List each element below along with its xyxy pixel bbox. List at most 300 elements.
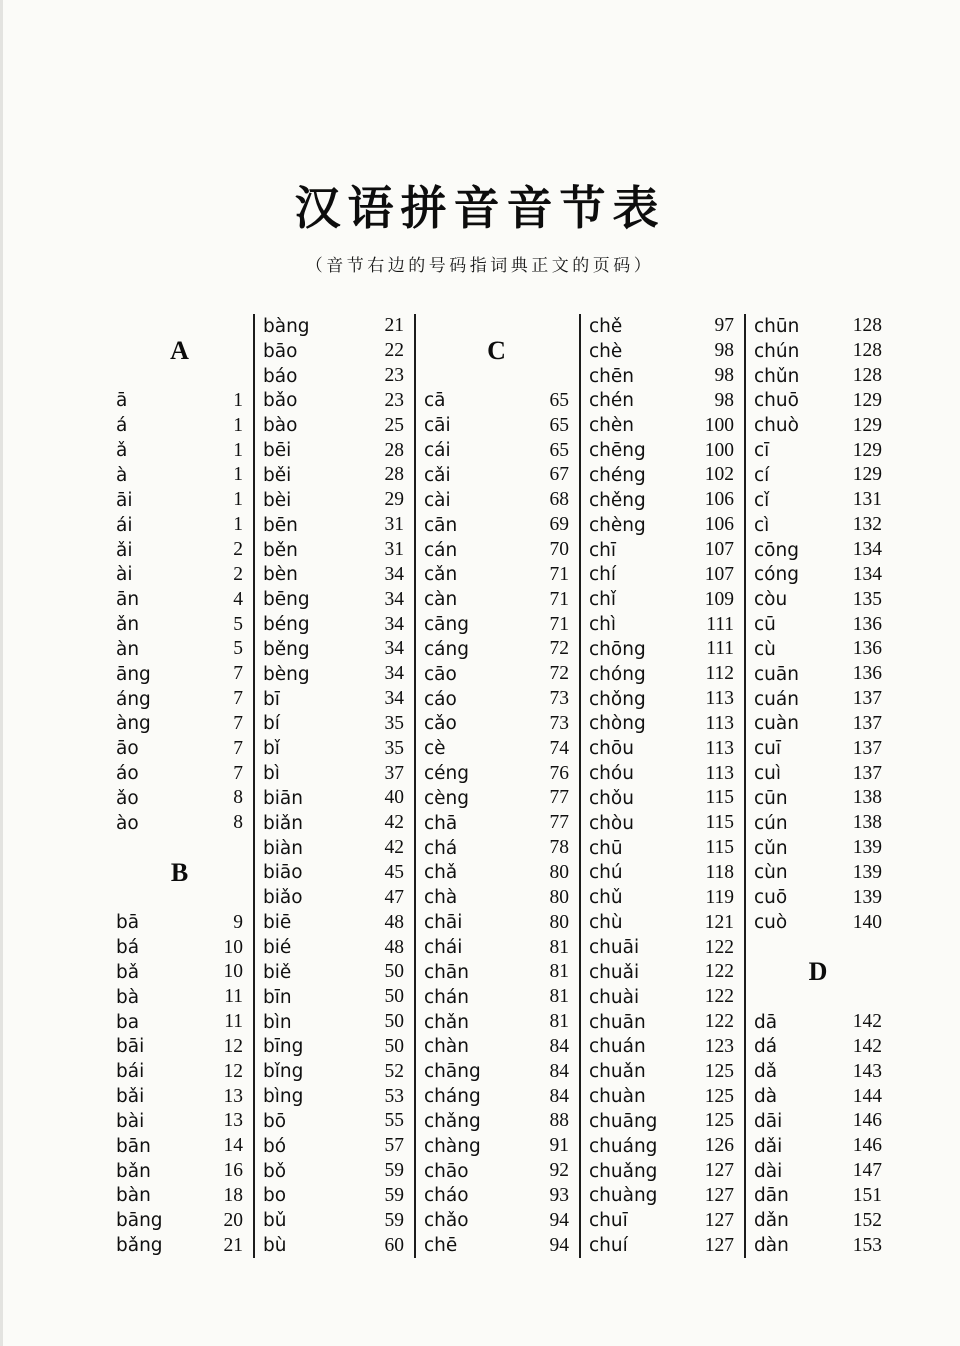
page-number: 71 xyxy=(549,588,569,610)
page-number: 52 xyxy=(384,1060,404,1082)
syllable-text: chuài xyxy=(589,986,640,1008)
syllable-text: chèng xyxy=(589,514,646,536)
page-number: 2 xyxy=(233,563,243,585)
syllable-entry xyxy=(589,687,734,712)
syllable-entry xyxy=(754,1233,882,1258)
syllable-entry xyxy=(754,1034,882,1059)
table-column xyxy=(108,314,255,1258)
syllable-entry xyxy=(589,438,734,463)
syllable-entry xyxy=(263,314,404,339)
page-number: 142 xyxy=(852,1011,882,1033)
syllable-text: bǐ xyxy=(263,738,280,760)
syllable-text: běi xyxy=(263,464,292,486)
page-number: 76 xyxy=(549,762,569,784)
blank-row xyxy=(116,836,243,861)
syllable-entry xyxy=(263,1159,404,1184)
syllable-entry xyxy=(754,587,882,612)
syllable-text: ài xyxy=(116,564,133,586)
page-number: 65 xyxy=(549,414,569,436)
page-number: 8 xyxy=(233,812,243,834)
syllable-entry xyxy=(754,488,882,513)
syllable-entry xyxy=(116,1159,243,1184)
syllable-text: dàn xyxy=(754,1235,789,1257)
page-number: 34 xyxy=(384,563,404,585)
syllable-entry xyxy=(263,687,404,712)
page-number: 153 xyxy=(852,1234,882,1256)
syllable-text: bo xyxy=(263,1185,287,1207)
page-number: 59 xyxy=(384,1160,404,1182)
page-number: 127 xyxy=(704,1160,734,1182)
syllable-entry xyxy=(754,1208,882,1233)
syllable-entry xyxy=(754,463,882,488)
syllable-text: chéng xyxy=(589,464,646,486)
syllable-text: cǎn xyxy=(424,564,458,586)
syllable-entry xyxy=(424,811,569,836)
syllable-entry xyxy=(589,1010,734,1035)
syllable-text: chǎn xyxy=(424,1011,469,1033)
section-header: C xyxy=(487,336,506,366)
page-number: 50 xyxy=(384,961,404,983)
syllable-entry xyxy=(424,562,569,587)
syllable-text: bī xyxy=(263,688,280,710)
syllable-entry xyxy=(424,463,569,488)
syllable-text: bǎn xyxy=(116,1160,151,1182)
syllable-entry xyxy=(263,712,404,737)
syllable-entry xyxy=(424,1084,569,1109)
syllable-entry xyxy=(589,662,734,687)
page-number: 55 xyxy=(384,1110,404,1132)
syllable-text: cuàn xyxy=(754,713,799,735)
syllable-text: cāng xyxy=(424,614,469,636)
page-number: 122 xyxy=(704,1011,734,1033)
page-number: 140 xyxy=(852,911,882,933)
syllable-entry xyxy=(754,538,882,563)
syllable-text: bìng xyxy=(263,1086,304,1108)
syllable-text: ǎn xyxy=(116,614,140,636)
syllable-entry xyxy=(263,438,404,463)
syllable-entry xyxy=(116,438,243,463)
page-number: 137 xyxy=(852,712,882,734)
syllable-text: chù xyxy=(589,912,623,934)
page-number: 121 xyxy=(704,911,734,933)
syllable-entry xyxy=(754,836,882,861)
syllable-entry xyxy=(263,339,404,364)
syllable-text: bié xyxy=(263,937,292,959)
syllable-text: chòu xyxy=(589,812,634,834)
section-header: B xyxy=(170,857,189,887)
page-number: 111 xyxy=(706,613,734,635)
page-number: 42 xyxy=(384,812,404,834)
syllable-entry xyxy=(424,413,569,438)
syllable-text: chān xyxy=(424,961,469,983)
syllable-text: cùn xyxy=(754,862,788,884)
page-number: 14 xyxy=(223,1135,243,1157)
syllable-entry xyxy=(263,562,404,587)
syllable-entry xyxy=(589,488,734,513)
syllable-text: biē xyxy=(263,912,292,934)
syllable-entry xyxy=(116,1059,243,1084)
syllable-text: chǔn xyxy=(754,365,800,387)
syllable-text: biě xyxy=(263,961,292,983)
syllable-entry xyxy=(589,761,734,786)
syllable-entry xyxy=(754,562,882,587)
page-number: 10 xyxy=(223,961,243,983)
page-number: 65 xyxy=(549,439,569,461)
syllable-text: bà xyxy=(116,986,140,1008)
syllable-entry xyxy=(116,985,243,1010)
page-number: 65 xyxy=(549,389,569,411)
syllable-entry xyxy=(116,960,243,985)
syllable-entry xyxy=(754,1184,882,1209)
syllable-entry xyxy=(589,885,734,910)
syllable-entry xyxy=(589,389,734,414)
page-number: 129 xyxy=(852,414,882,436)
syllable-text: cuì xyxy=(754,763,782,785)
syllable-text: chǐ xyxy=(589,589,617,611)
page-number: 68 xyxy=(549,489,569,511)
syllable-entry xyxy=(754,1134,882,1159)
syllable-text: bèng xyxy=(263,663,310,685)
blank-row xyxy=(116,314,243,339)
syllable-entry xyxy=(754,1084,882,1109)
syllable-text: céng xyxy=(424,763,470,785)
syllable-entry xyxy=(589,985,734,1010)
syllable-entry xyxy=(116,413,243,438)
page-number: 129 xyxy=(852,464,882,486)
syllable-text: chē xyxy=(424,1235,458,1257)
syllable-entry xyxy=(424,488,569,513)
syllable-text: dǎ xyxy=(754,1061,778,1083)
page-number: 132 xyxy=(852,514,882,536)
syllable-entry xyxy=(263,1010,404,1035)
page-title: 汉语拼音音节表 xyxy=(294,182,666,234)
syllable-text: chóu xyxy=(589,763,634,785)
page-number: 72 xyxy=(549,638,569,660)
syllable-text: chuǎi xyxy=(589,961,640,983)
syllable-text: biǎn xyxy=(263,812,303,834)
syllable-entry xyxy=(424,861,569,886)
syllable-entry xyxy=(424,1059,569,1084)
syllable-text: bì xyxy=(263,763,280,785)
syllable-text: chún xyxy=(754,340,800,362)
syllable-text: ān xyxy=(116,589,140,611)
syllable-text: cāo xyxy=(424,663,457,685)
syllable-text: cún xyxy=(754,812,788,834)
page-number: 91 xyxy=(549,1135,569,1157)
page-number: 10 xyxy=(223,936,243,958)
syllable-entry xyxy=(589,712,734,737)
syllable-entry xyxy=(754,786,882,811)
page-number: 106 xyxy=(704,514,734,536)
page-number: 134 xyxy=(852,539,882,561)
page-number: 125 xyxy=(704,1060,734,1082)
syllable-entry xyxy=(589,1233,734,1258)
page-number: 128 xyxy=(852,315,882,337)
syllable-text: cáo xyxy=(424,688,457,710)
page-number: 84 xyxy=(549,1085,569,1107)
syllable-entry xyxy=(589,1084,734,1109)
syllable-text: càn xyxy=(424,589,458,611)
syllable-text: chě xyxy=(589,315,623,337)
page-number: 113 xyxy=(705,762,734,784)
page-number: 7 xyxy=(233,712,243,734)
page-number: 11 xyxy=(224,986,243,1008)
page-number: 107 xyxy=(704,563,734,585)
page-number: 125 xyxy=(704,1110,734,1132)
syllable-entry xyxy=(263,587,404,612)
page-number: 151 xyxy=(852,1184,882,1206)
page-number: 48 xyxy=(384,936,404,958)
syllable-text: chī xyxy=(589,539,617,561)
section-header: D xyxy=(808,957,828,987)
syllable-text: chāi xyxy=(424,912,463,934)
syllable-entry xyxy=(754,612,882,637)
page-number: 5 xyxy=(233,613,243,635)
syllable-text: biàn xyxy=(263,837,303,859)
syllable-entry xyxy=(424,1159,569,1184)
syllable-entry xyxy=(263,861,404,886)
syllable-text: áo xyxy=(116,763,139,785)
page-number: 12 xyxy=(223,1060,243,1082)
syllable-entry xyxy=(589,811,734,836)
page-number: 137 xyxy=(852,688,882,710)
page-number: 128 xyxy=(852,340,882,362)
syllable-text: còu xyxy=(754,589,788,611)
syllable-entry xyxy=(589,463,734,488)
syllable-text: àn xyxy=(116,638,140,660)
page-number: 1 xyxy=(233,464,243,486)
syllable-text: à xyxy=(116,464,128,486)
syllable-entry xyxy=(754,736,882,761)
syllable-entry xyxy=(424,612,569,637)
syllable-text: chā xyxy=(424,812,458,834)
syllable-entry xyxy=(424,885,569,910)
syllable-entry xyxy=(754,761,882,786)
syllable-text: chuàn xyxy=(589,1086,646,1108)
syllable-text: cái xyxy=(424,440,451,462)
page-number: 144 xyxy=(852,1085,882,1107)
syllable-entry xyxy=(424,985,569,1010)
table-column xyxy=(746,314,892,1258)
syllable-entry xyxy=(424,910,569,935)
page-number: 97 xyxy=(714,315,734,337)
page-number: 9 xyxy=(233,911,243,933)
page-number: 7 xyxy=(233,688,243,710)
syllable-entry xyxy=(263,1208,404,1233)
syllable-entry xyxy=(263,538,404,563)
syllable-entry xyxy=(263,1059,404,1084)
syllable-entry xyxy=(263,761,404,786)
page-number: 12 xyxy=(223,1035,243,1057)
page-number: 8 xyxy=(233,787,243,809)
page-number: 71 xyxy=(549,613,569,635)
syllable-entry xyxy=(754,910,882,935)
syllable-text: bèi xyxy=(263,489,292,511)
syllable-text: cáng xyxy=(424,638,469,660)
page-number: 137 xyxy=(852,737,882,759)
syllable-text: á xyxy=(116,415,128,437)
page-number: 70 xyxy=(549,539,569,561)
page-number: 25 xyxy=(384,414,404,436)
syllable-text: dá xyxy=(754,1036,778,1058)
syllable-text: bá xyxy=(116,937,140,959)
page-number: 1 xyxy=(233,414,243,436)
page-number: 81 xyxy=(549,936,569,958)
syllable-text: āng xyxy=(116,663,151,685)
syllable-text: chòng xyxy=(589,713,646,735)
page-number: 73 xyxy=(549,688,569,710)
syllable-entry xyxy=(589,935,734,960)
syllable-text: cūn xyxy=(754,787,788,809)
page-number: 93 xyxy=(549,1184,569,1206)
syllable-entry xyxy=(589,1208,734,1233)
syllable-text: ǎi xyxy=(116,539,133,561)
syllable-text: chōng xyxy=(589,638,646,660)
syllable-text: cōng xyxy=(754,539,799,561)
syllable-text: chǒng xyxy=(589,688,646,710)
page-number: 81 xyxy=(549,986,569,1008)
syllable-entry xyxy=(424,1233,569,1258)
syllable-text: chāng xyxy=(424,1061,481,1083)
page-number: 1 xyxy=(233,389,243,411)
page-number: 34 xyxy=(384,663,404,685)
syllable-text: bái xyxy=(116,1061,145,1083)
syllable-text: chú xyxy=(589,862,623,884)
syllable-text: bí xyxy=(263,713,280,735)
syllable-text: chén xyxy=(589,390,635,412)
blank-row xyxy=(754,985,882,1010)
syllable-entry xyxy=(263,885,404,910)
syllable-text: chǎ xyxy=(424,862,458,884)
page-number: 84 xyxy=(549,1060,569,1082)
syllable-entry xyxy=(424,662,569,687)
syllable-text: cí xyxy=(754,464,770,486)
table-column xyxy=(581,314,746,1258)
syllable-text: chái xyxy=(424,937,463,959)
syllable-text: chuāng xyxy=(589,1110,658,1132)
page-number: 115 xyxy=(705,812,734,834)
page-number: 98 xyxy=(714,365,734,387)
page-number: 142 xyxy=(852,1035,882,1057)
syllable-entry xyxy=(589,786,734,811)
syllable-text: ā xyxy=(116,390,128,412)
syllable-text: cǎo xyxy=(424,713,457,735)
syllable-entry xyxy=(116,389,243,414)
syllable-entry xyxy=(424,389,569,414)
page-number: 18 xyxy=(223,1184,243,1206)
page-number: 136 xyxy=(852,663,882,685)
syllable-entry xyxy=(424,1208,569,1233)
syllable-text: cuān xyxy=(754,663,799,685)
syllable-text: bìn xyxy=(263,1011,292,1033)
syllable-entry xyxy=(589,1059,734,1084)
page-number: 1 xyxy=(233,514,243,536)
syllable-entry xyxy=(263,811,404,836)
syllable-entry xyxy=(589,562,734,587)
syllable-entry xyxy=(424,1010,569,1035)
syllable-text: bīng xyxy=(263,1036,304,1058)
syllable-text: chuán xyxy=(589,1036,646,1058)
section-header: A xyxy=(170,336,189,366)
syllable-text: chuǎn xyxy=(589,1061,646,1083)
page-number: 136 xyxy=(852,638,882,660)
page-number: 113 xyxy=(705,688,734,710)
page-number: 22 xyxy=(384,340,404,362)
page-number: 111 xyxy=(706,638,734,660)
syllable-entry xyxy=(116,538,243,563)
page-number: 34 xyxy=(384,588,404,610)
syllable-text: chuí xyxy=(589,1235,628,1257)
syllable-text: biāo xyxy=(263,862,303,884)
syllable-text: bō xyxy=(263,1110,287,1132)
syllable-text: chuáng xyxy=(589,1135,658,1157)
syllable-text: bǎi xyxy=(116,1086,145,1108)
page-number: 28 xyxy=(384,439,404,461)
page-number: 20 xyxy=(223,1209,243,1231)
syllable-text: bāi xyxy=(116,1036,145,1058)
page-number: 147 xyxy=(852,1160,882,1182)
page-number: 94 xyxy=(549,1209,569,1231)
syllable-entry xyxy=(589,1134,734,1159)
syllable-text: cài xyxy=(424,489,451,511)
page-number: 74 xyxy=(549,737,569,759)
page-number: 128 xyxy=(852,365,882,387)
page-number: 135 xyxy=(852,588,882,610)
syllable-entry xyxy=(263,1233,404,1258)
page-number: 122 xyxy=(704,961,734,983)
syllable-text: bēng xyxy=(263,589,310,611)
syllable-entry xyxy=(116,786,243,811)
page-number: 77 xyxy=(549,812,569,834)
page-number: 23 xyxy=(384,365,404,387)
page-number: 129 xyxy=(852,439,882,461)
syllable-entry xyxy=(116,488,243,513)
syllable-entry xyxy=(754,885,882,910)
syllable-text: cāi xyxy=(424,415,451,437)
syllable-entry xyxy=(754,1109,882,1134)
syllable-entry xyxy=(424,587,569,612)
syllable-entry xyxy=(263,513,404,538)
syllable-text: dà xyxy=(754,1086,778,1108)
page-number: 113 xyxy=(705,712,734,734)
syllable-text: chāo xyxy=(424,1160,469,1182)
page-number: 7 xyxy=(233,762,243,784)
page-number: 138 xyxy=(852,812,882,834)
syllable-text: cǔn xyxy=(754,837,788,859)
page-number: 4 xyxy=(233,588,243,610)
syllable-text: chì xyxy=(589,614,617,636)
syllable-entry xyxy=(263,637,404,662)
page-number: 50 xyxy=(384,1011,404,1033)
syllable-entry xyxy=(116,910,243,935)
syllable-entry xyxy=(424,786,569,811)
page-number: 137 xyxy=(852,762,882,784)
syllable-entry xyxy=(116,687,243,712)
syllable-entry xyxy=(116,1034,243,1059)
page-number: 29 xyxy=(384,489,404,511)
syllable-entry xyxy=(424,736,569,761)
syllable-text: ba xyxy=(116,1011,140,1033)
page-number: 127 xyxy=(704,1209,734,1231)
syllable-entry xyxy=(263,413,404,438)
page-number: 134 xyxy=(852,563,882,585)
syllable-text: dāi xyxy=(754,1110,783,1132)
syllable-entry xyxy=(263,463,404,488)
syllable-text: cháng xyxy=(424,1086,481,1108)
syllable-text: bā xyxy=(116,912,140,934)
syllable-entry xyxy=(116,1010,243,1035)
syllable-entry xyxy=(263,736,404,761)
